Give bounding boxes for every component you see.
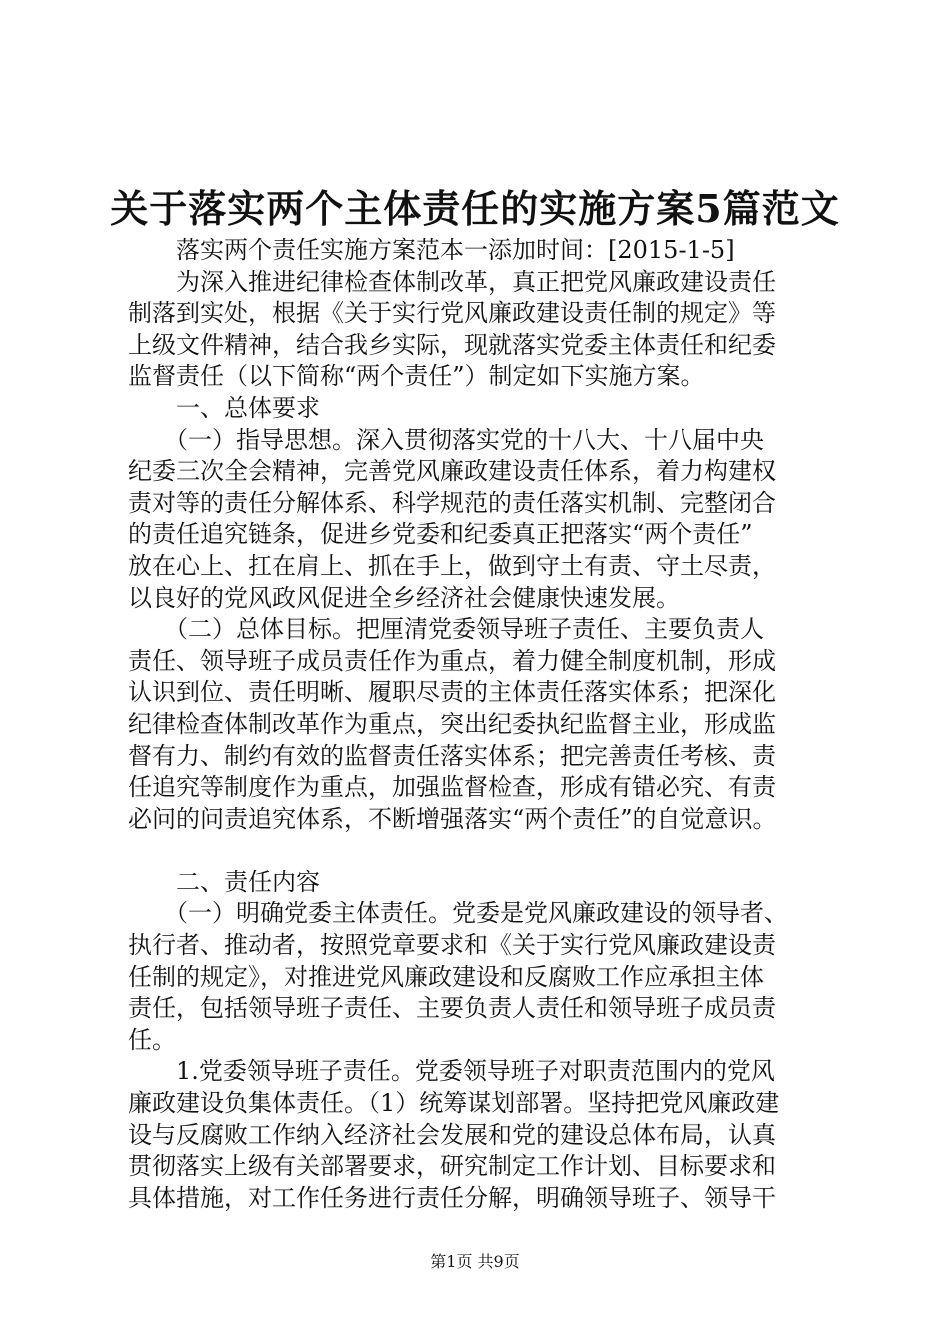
body-line: 的责任追究链条，促进乡党委和纪委真正把落实“两个责任”: [128, 520, 753, 549]
body-line: 一、总体要求: [128, 393, 320, 422]
body-line: 督有力、制约有效的监督责任落实体系；把完善责任考核、责: [128, 741, 776, 770]
body-line: 廉政建设负集体责任。（1）统筹谋划部署。坚持把党风廉政建: [128, 1089, 780, 1118]
body-line: 认识到位、责任明晰、履职尽责的主体责任落实体系；把深化: [128, 678, 776, 707]
body-line: 任。: [128, 1025, 176, 1054]
body-line: 责任、领导班子成员责任作为重点，着力健全制度机制，形成: [128, 646, 776, 675]
body-line: 上级文件精神，结合我乡实际，现就落实党委主体责任和纪委: [128, 330, 776, 359]
body-line: 监督责任（以下简称“两个责任”）制定如下实施方案。: [128, 362, 705, 391]
body-line: 以良好的党风政风促进全乡经济社会健康快速发展。: [128, 583, 680, 612]
body-line: 任制的规定》，对推进党风廉政建设和反腐败工作应承担主体: [128, 962, 764, 991]
body-line: 制落到实处，根据《关于实行党风廉政建设责任制的规定》等: [128, 299, 776, 328]
page-number: 第1页 共9页: [430, 1252, 520, 1271]
body-line: 纪委三次全会精神，完善党风廉政建设责任体系，着力构建权: [128, 457, 776, 486]
body-line: 执行者、推动者，按照党章要求和《关于实行党风廉政建设责: [128, 931, 776, 960]
body-line: 贯彻落实上级有关部署要求，研究制定工作计划、目标要求和: [128, 1152, 776, 1181]
body-line: （二）总体目标。把厘清党委领导班子责任、主要负责人: [128, 615, 764, 644]
document-body: [128, 235, 858, 1214]
body-line: 二、责任内容: [128, 867, 320, 896]
body-line: 放在心上、扛在肩上、抓在手上，做到守土有责、守土尽责，: [128, 551, 776, 580]
body-line: 责对等的责任分解体系、科学规范的责任落实机制、完整闭合: [128, 488, 776, 517]
body-line: （一）明确党委主体责任。党委是党风廉政建设的领导者、: [128, 899, 788, 928]
body-line: 必问的问责追究体系，不断增强落实“两个责任”的自觉意识。: [128, 804, 777, 833]
body-line: 具体措施，对工作任务进行责任分解，明确领导班子、领导干: [128, 1183, 776, 1212]
body-line: [128, 835, 858, 867]
body-line: 任追究等制度作为重点，加强监督检查，形成有错必究、有责: [128, 773, 776, 802]
body-line: 1.党委领导班子责任。党委领导班子对职责范围内的党风: [128, 1057, 775, 1086]
body-line: 纪律检查体制改革作为重点，突出纪委执纪监督主业，形成监: [128, 709, 776, 738]
body-line: 落实两个责任实施方案范本一添加时间：[2015-1-5]: [128, 236, 735, 264]
body-line: 为深入推进纪律检查体制改革，真正把党风廉政建设责任: [128, 267, 776, 296]
body-line: 设与反腐败工作纳入经济社会发展和党的建设总体布局，认真: [128, 1120, 776, 1149]
body-line: 责任，包括领导班子责任、主要负责人责任和领导班子成员责: [128, 994, 776, 1023]
document-title: 关于落实两个主体责任的实施方案5篇范文: [110, 186, 840, 231]
body-line: （一）指导思想。深入贯彻落实党的十八大、十八届中央: [128, 425, 764, 454]
